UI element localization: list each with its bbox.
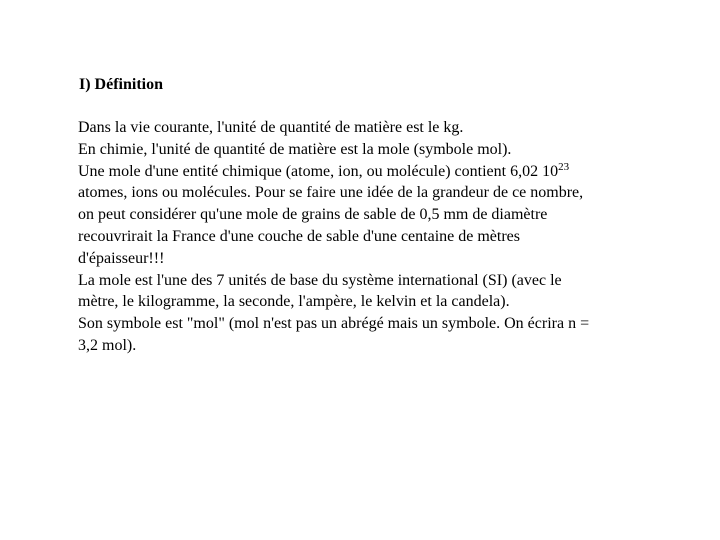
text-line: recouvrirait la France d'une couche de sable d'une centaine de mètres (78, 227, 520, 245)
text-line: 3,2 mol). (78, 336, 137, 354)
section-title: I) Définition (79, 76, 163, 93)
text-line: Son symbole est "mol" (mol n'est pas un abrégé mais un symbole. On écrira n = (78, 315, 590, 333)
text-line: Dans la vie courante, l'unité de quantité de matière est le kg. (78, 119, 464, 136)
text-line: d'épaisseur!!! (78, 249, 165, 267)
text-line-part: Une mole d'une entité chimique (atome, ion, ou molécule) contient 6,02 10 (78, 162, 559, 180)
avogadro-exponent: 23 (558, 160, 570, 173)
avogadro-line (78, 161, 678, 183)
text-line: on peut considérer qu'une mole de grains de sable de 0,5 mm de diamètre (78, 206, 548, 224)
text-line: La mole est l'une des 7 unités de base du système international (SI) (avec le (78, 271, 562, 289)
text-line: mètre, le kilogramme, la seconde, l'ampère, le kelvin et la candela). (78, 293, 510, 311)
definition-text (78, 117, 678, 357)
text-line: atomes, ions ou molécules. Pour se faire une idée de la grandeur de ce nombre, (78, 184, 584, 202)
text-line: En chimie, l'unité de quantité de matière est la mole (symbole mol). (78, 140, 512, 158)
